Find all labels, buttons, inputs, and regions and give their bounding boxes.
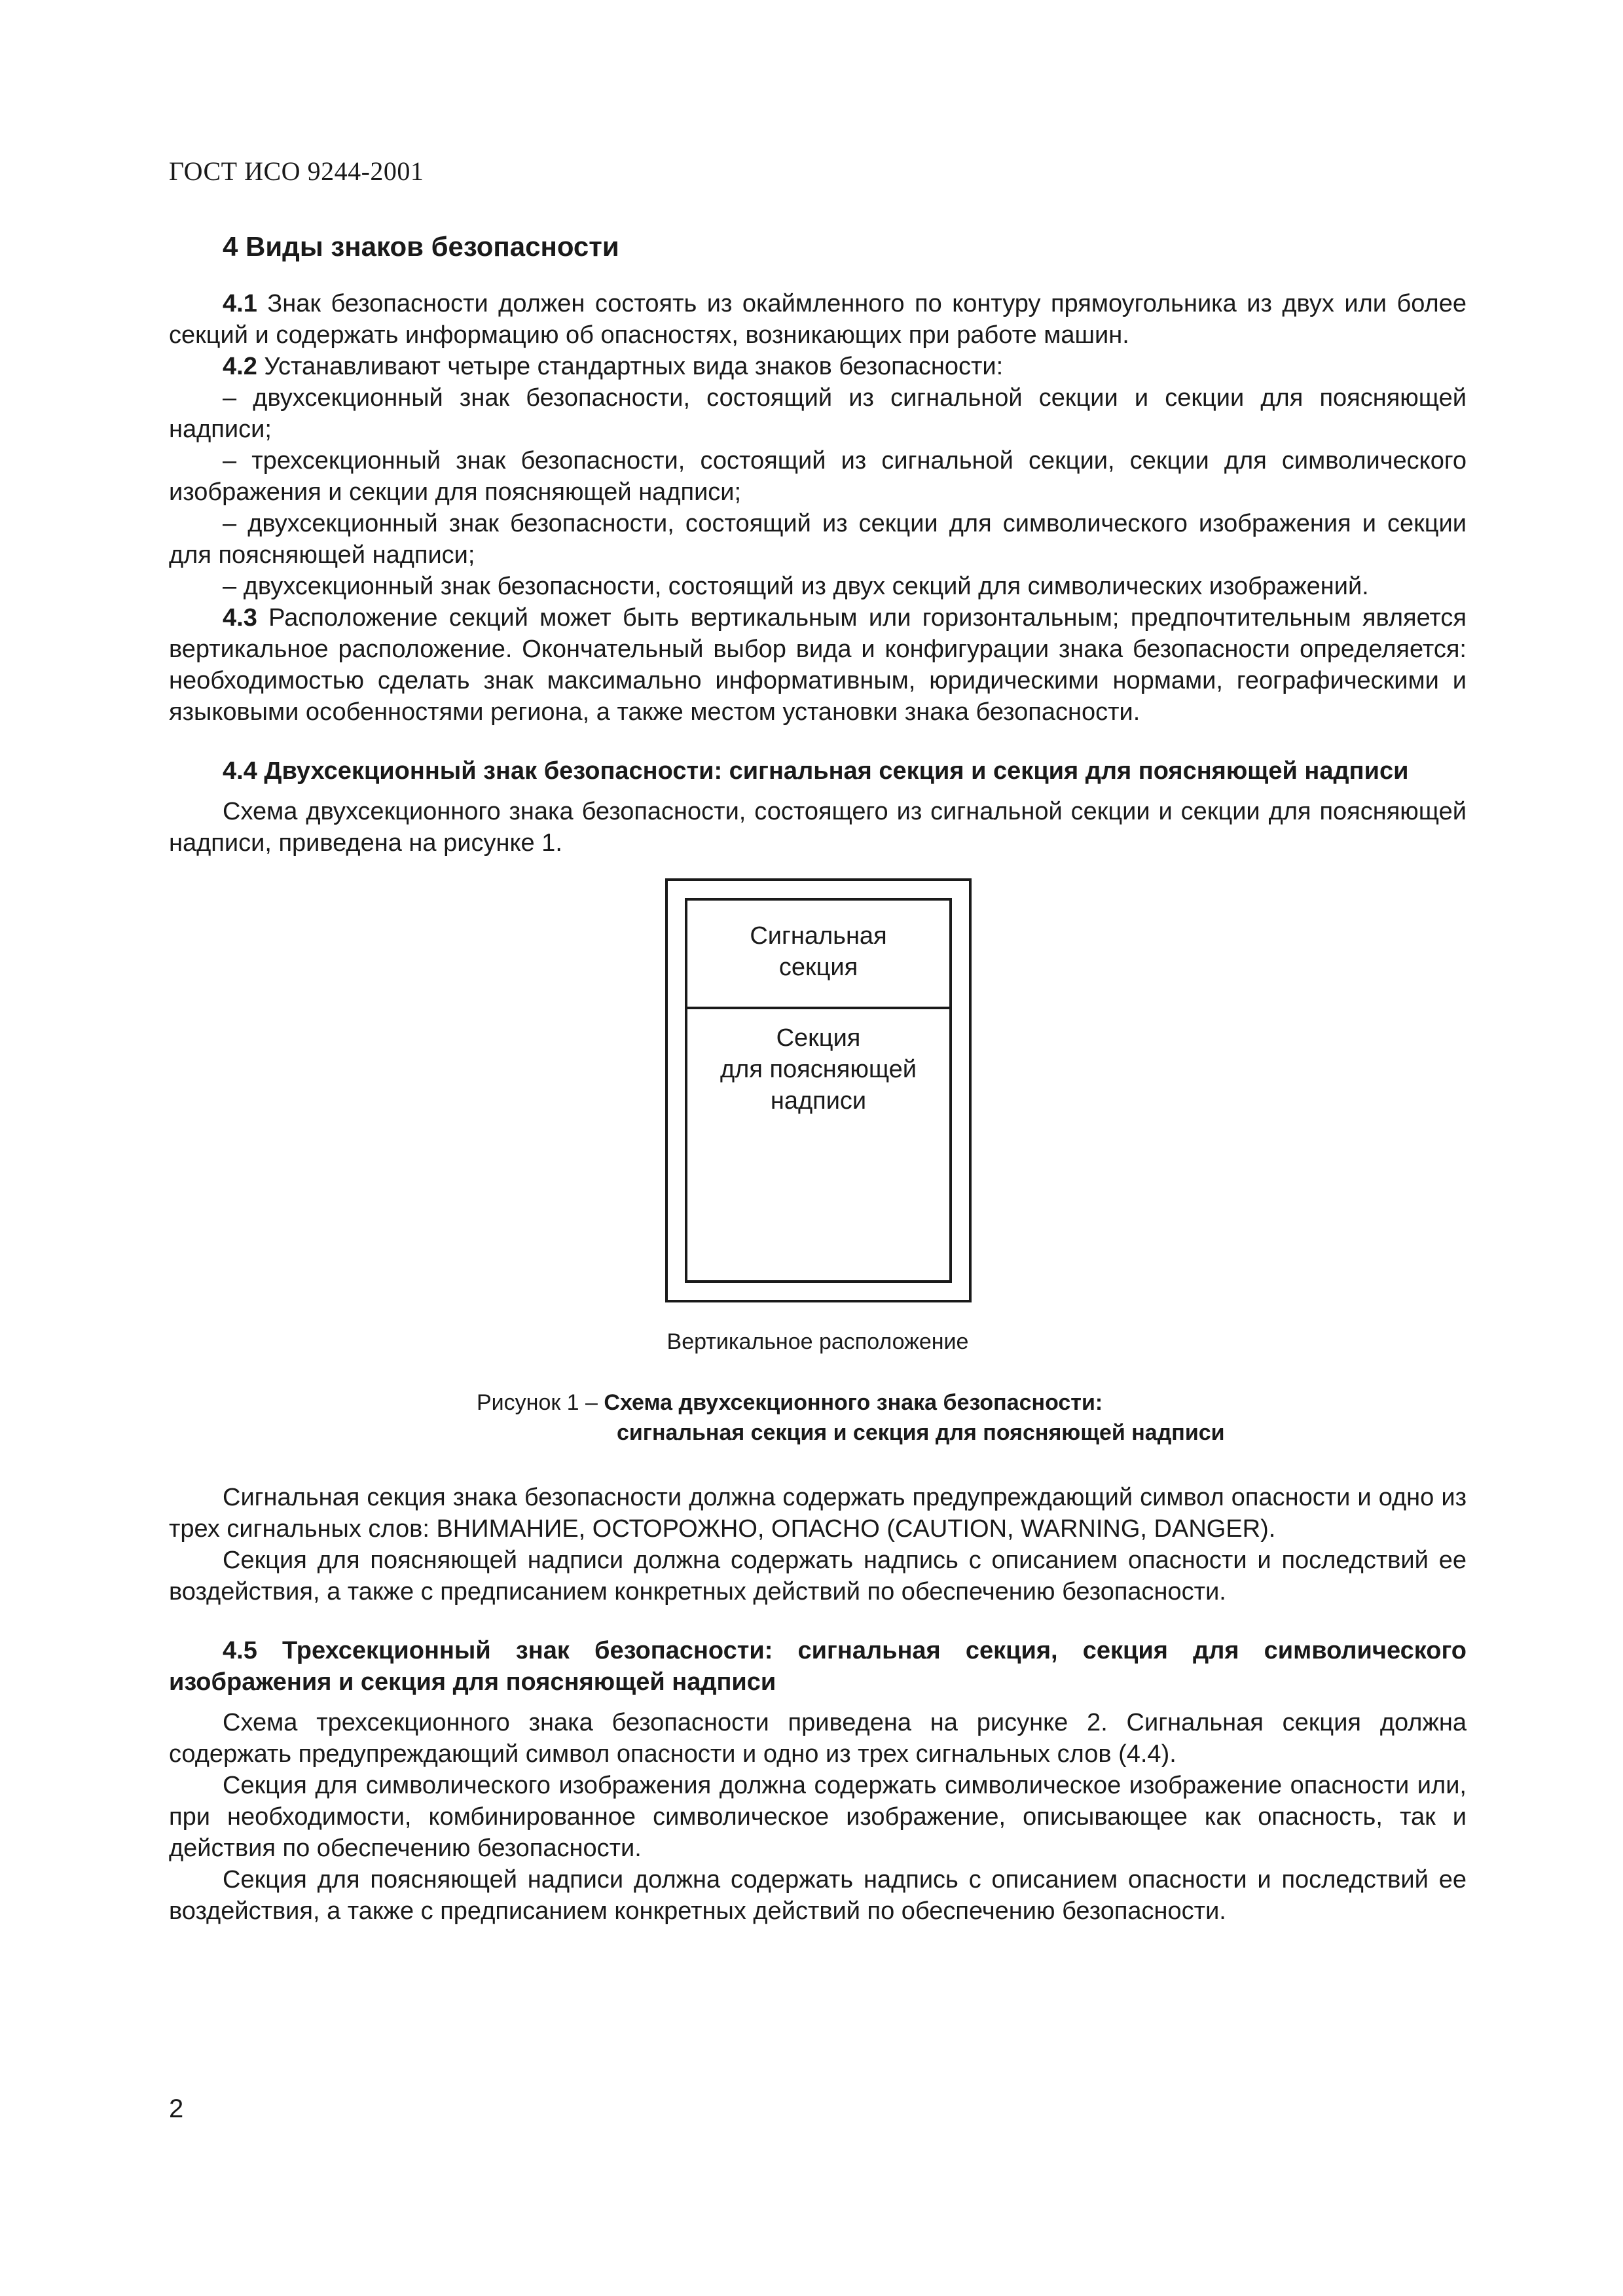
section-4-5-paragraph: Секция для поясняющей надписи должна содержать надпись с описанием опасности и последствий ее воздействия, а также с предписанием конкретных действий по обеспечению безопасности. [169,1866,1467,1926]
section-4-5-paragraph: Схема трехсекционного знака безопасности приведена на рисунке 2. Сигнальная секция должна содержать предупреждающий символ опасности и одно из трех сигнальных слов (4.4). [169,1709,1467,1768]
text-section-label: надписи [770,1087,867,1115]
clause-text: Знак безопасности должен состоять из окаймленного по контуру прямоугольника из двух или более секций и содержать информацию об опасностях, возникающих при работе машин. [169,290,1467,350]
text-section-label: Секция [776,1024,861,1052]
section-4-4-paragraph: Сигнальная секция знака безопасности должна содержать предупреждающий символ опасности и одно из трех сигнальных слов: ВНИМАНИЕ, ОСТОРОЖНО, ОПАСНО (CAUTION, WARNING, DANGER). [169,1484,1467,1543]
section-4-4-paragraph: Секция для поясняющей надписи должна содержать надпись с описанием опасности и последствий ее воздействия, а также с предписанием конкретных действий по обеспечению безопасности. [169,1547,1467,1606]
list-item: – трехсекционный знак безопасности, состоящий из сигнальной секции, секции для символического изображения и секции для поясняющей надписи; [169,447,1467,507]
figure-name-continued: сигнальная секция и секция для поясняющей надписи [617,1420,1225,1446]
clause-number: 4.3 [223,604,257,632]
sign-inner-border [685,898,952,1283]
clause-number: 4.2 [223,353,257,381]
text-section-label: для поясняющей [720,1056,917,1084]
paragraph-4-3 [169,602,1467,728]
list-item: – двухсекционный знак безопасности, состоящий из сигнальной секции и секции для поясняющей надписи; [169,384,1467,444]
sign-outer-border [665,878,972,1302]
clause-text: Расположение секций может быть вертикальным или горизонтальным; предпочтительным является вертикальное расположение. Окончательный выбор вида и конфигурации знака безопасности определяется: необходимостью сделать знак максимально информативным, юридическими нормами, географическими и языковыми особенностями региона, а также местом установки знака безопасности. [169,604,1467,726]
document-code-header: ГОСТ ИСО 9244-2001 [169,156,424,186]
paragraph-4-1 [169,288,1467,351]
figure-orientation-caption: Вертикальное расположение [666,1329,969,1355]
list-item: – двухсекционный знак безопасности, состоящий из двух секций для символических изображений. [223,573,1369,601]
section-4-title: 4 Виды знаков безопасности [223,231,619,262]
section-4-5-paragraph: Секция для символического изображения должна содержать символическое изображение опасности или, при необходимости, комбинированное символическое изображение, описывающее как опасность, так и действия по обеспечению безопасности. [169,1772,1467,1863]
signal-section [687,901,949,1009]
page-content [169,230,1467,1927]
section-4-5-title: 4.5 Трехсекционный знак безопасности: сигнальная секция, секция для символического изображения и секция для поясняющей надписи [169,1637,1467,1696]
paragraph-4-2 [169,351,1467,382]
signal-section-label: Сигнальная [750,922,887,950]
figure-1-diagram [665,878,970,1302]
list-item: – двухсекционный знак безопасности, состоящий из секции для символического изображения и секции для поясняющей надписи; [169,510,1467,569]
section-4-4-intro: Схема двухсекционного знака безопасности, состоящего из сигнальной секции и секции для поясняющей надписи, приведена на рисунке 1. [169,798,1467,857]
page-number: 2 [169,2094,184,2123]
figure-1-title [169,1388,1467,1448]
explanatory-text-section [687,1009,949,1117]
clause-number: 4.1 [223,290,257,318]
clause-text: Устанавливают четыре стандартных вида знаков безопасности: [257,353,1004,381]
figure-name: Схема двухсекционного знака безопасности: [604,1390,1103,1416]
section-4-4-title: 4.4 Двухсекционный знак безопасности: сигнальная секция и секция для поясняющей надписи [223,757,1409,785]
figure-label: Рисунок 1 – [477,1390,604,1416]
signal-section-label: секция [778,954,858,982]
